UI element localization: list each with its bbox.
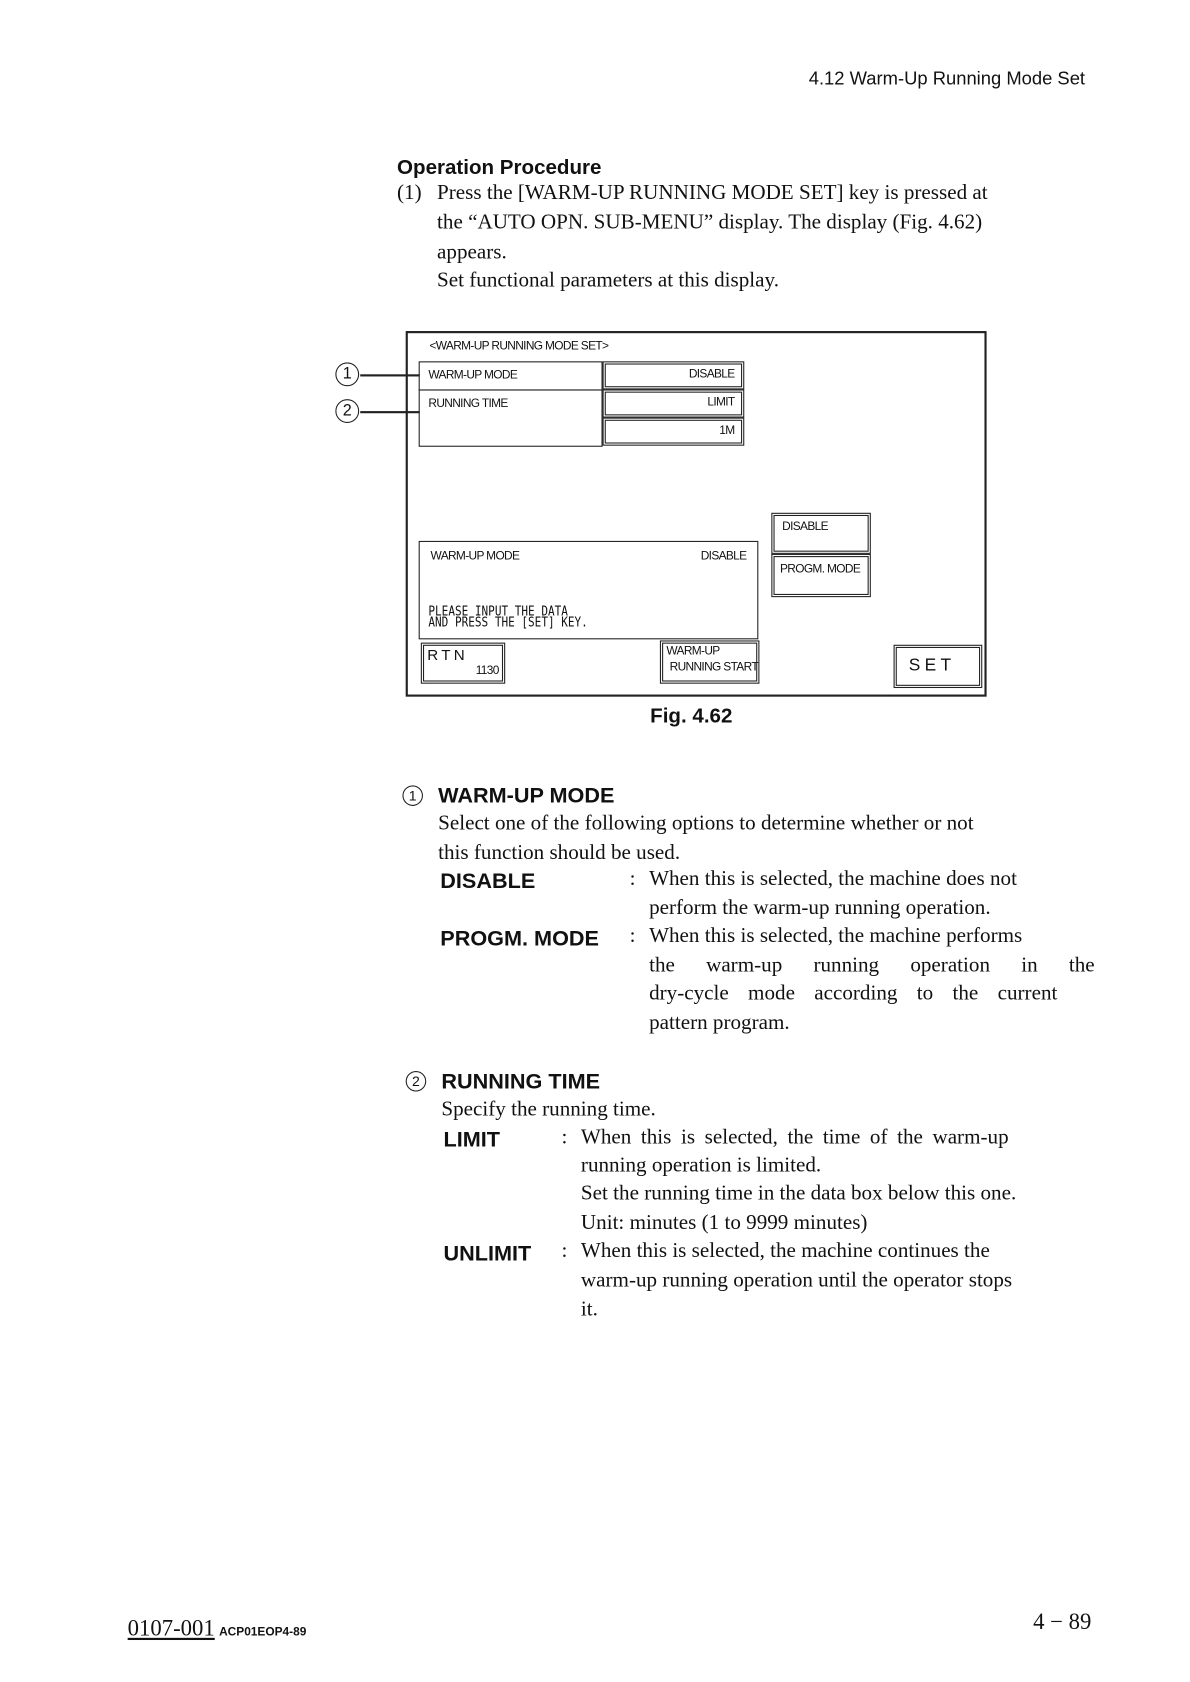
colon: : [629, 867, 636, 891]
callout-1: 1 [335, 362, 359, 386]
option-desc: Set the running time in the data box below this one. [580, 1182, 1017, 1206]
info-message: AND PRESS THE [SET] KEY. [428, 614, 588, 630]
option-term: DISABLE [440, 869, 536, 894]
option-desc: warm-up running operation until the operator stops [580, 1268, 1013, 1292]
option-label: DISABLE [782, 520, 828, 534]
running-time-value-field[interactable] [603, 389, 745, 417]
footer-left [128, 1615, 307, 1642]
option-label: PROGM. MODE [779, 562, 861, 576]
set-button[interactable] [894, 645, 983, 688]
procedure-heading: Operation Procedure [397, 156, 602, 180]
option-term: PROGM. MODE [440, 927, 599, 951]
doc-code: 0107-001 [127, 1615, 215, 1642]
option-desc: When this is selected, the machine performs [649, 924, 1023, 948]
item-number-1 [402, 785, 423, 806]
running-time-label-cell [419, 389, 603, 446]
running-time-label: RUNNING TIME [428, 397, 508, 411]
warmup-mode-value-field[interactable] [603, 361, 745, 389]
start-label: RUNNING START [669, 660, 758, 674]
running-time-minutes-field[interactable] [603, 418, 745, 446]
rtn-button[interactable] [421, 643, 505, 684]
rtn-code: 1130 [475, 664, 499, 678]
rtn-label: RTN [427, 645, 468, 664]
page-number: 4 − 89 [1033, 1608, 1092, 1635]
option-desc: perform the warm-up running operation. [649, 896, 991, 920]
value-text: DISABLE [688, 367, 735, 381]
warmup-running-start-button[interactable] [660, 640, 760, 683]
warmup-mode-label: WARM-UP MODE [428, 368, 518, 382]
value-text: LIMIT [707, 395, 735, 409]
info-panel [419, 541, 759, 639]
item-number-2 [406, 1071, 427, 1092]
item1-intro: Select one of the following options to determine whether or not [438, 812, 974, 836]
warmup-mode-label-cell [419, 361, 603, 390]
circled-number: 2 [406, 1071, 427, 1092]
option-disable-button[interactable] [771, 513, 871, 554]
item2-intro: Specify the running time. [441, 1098, 656, 1121]
option-desc: running operation is limited. [580, 1154, 822, 1177]
screen-title: <WARM-UP RUNNING MODE SET> [429, 339, 609, 353]
item2-title: RUNNING TIME [441, 1069, 601, 1094]
start-label: WARM-UP [666, 644, 720, 658]
option-desc: When this is selected, the machine continues the [580, 1239, 990, 1263]
set-label: SET [908, 656, 956, 676]
option-desc: it. [580, 1298, 598, 1321]
figure-caption: Fig. 4.62 [650, 705, 733, 729]
option-desc: When this is selected, the machine does not [649, 867, 1017, 891]
circled-number: 1 [402, 785, 423, 806]
option-progm-mode-button[interactable] [771, 554, 871, 597]
callout-2: 2 [335, 399, 359, 423]
option-term: LIMIT [443, 1128, 501, 1153]
value-text: 1M [719, 424, 735, 438]
option-desc: When this is selected, the time of the warm-up [580, 1126, 1009, 1149]
item1-intro: this function should be used. [438, 841, 681, 865]
info-label: WARM-UP MODE [430, 549, 520, 563]
step-number: (1) [397, 181, 422, 205]
option-desc: Unit: minutes (1 to 9999 minutes) [580, 1211, 868, 1235]
option-term: UNLIMIT [443, 1241, 532, 1266]
colon: : [629, 924, 636, 948]
item1-title: WARM-UP MODE [438, 784, 615, 809]
option-desc: pattern program. [649, 1011, 790, 1035]
colon: : [561, 1126, 568, 1149]
option-desc: dry-cycle mode according to the current [649, 982, 1058, 1005]
info-value: DISABLE [700, 549, 747, 563]
step-text: appears. [437, 241, 507, 264]
info-message: PLEASE INPUT THE DATA [428, 603, 568, 619]
step-text: Set functional parameters at this display. [437, 269, 779, 293]
step-text: Press the [WARM-UP RUNNING MODE SET] key is pressed at [437, 181, 988, 205]
screen-figure [406, 331, 987, 697]
step-text: the “AUTO OPN. SUB-MENU” display. The display (Fig. 4.62) [437, 210, 983, 234]
doc-ref: ACP01EOP4-89 [219, 1625, 307, 1639]
option-desc: the warm-up running operation in the [649, 954, 1095, 977]
colon: : [561, 1239, 568, 1263]
section-title: 4.12 Warm-Up Running Mode Set [808, 68, 1086, 89]
